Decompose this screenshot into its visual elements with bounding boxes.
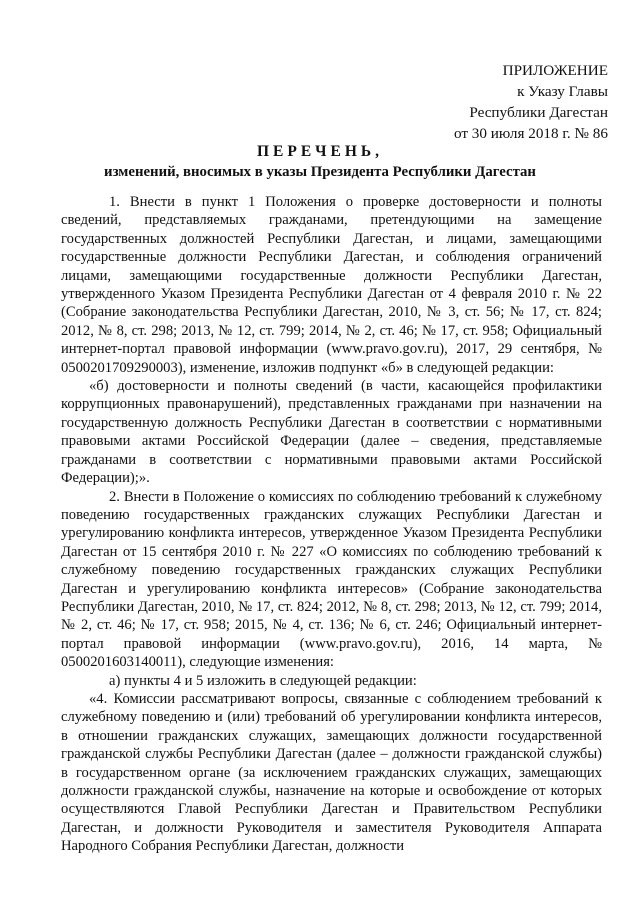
- document-title: ПЕРЕЧЕНЬ,: [256, 143, 384, 160]
- appendix-label: ПРИЛОЖЕНИЕ: [502, 62, 608, 79]
- appendix-decree-ref: к Указу Главы: [517, 83, 608, 100]
- paragraph-point-4: «4. Комиссии рассматривают вопросы, связанные с соблюдением требований к служебному поведению и (или) требований об урегулировании конфликта интересов, в отношении гражданских служащих, замещающих должности государственной гражданской службы Республики Дагестан (далее – должности гражданской службы) в государственном органе (за исключением гражданских служащих, замещающих должности гражданской службы, назначение на которые и освобождение от которых осуществляются Главой Республики Дагестан и Правительством Республики Дагестан, и должности Руководителя и заместителя Руководителя Аппарата Народного Собрания Республики Дагестан, должности: [61, 690, 602, 855]
- paragraph-subitem-a: а) пункты 4 и 5 изложить в следующей редакции:: [109, 672, 417, 689]
- paragraph-item-1: 1. Внести в пункт 1 Положения о проверке достоверности и полноты сведений, представляемых гражданами, претендующими на замещение государственных должностей Республики Дагестан, и лицами, замещающими государственные должности Республики Дагестан, и соблюдения ограничений лицами, замещающими государственные должности Республики Дагестан, утвержденного Указом Президента Республики Дагестан от 4 февраля 2010 г. № 22 (Собрание законодательства Республики Дагестан, 2010, № 3, ст. 56; № 17, ст. 824; 2012, № 8, ст. 298; 2013, № 12, ст. 799; 2014, № 2, ст. 46; № 17, ст. 958; Официальный интернет-портал правовой информации (www.pravo.gov.ru), 2017, 29 сентября, № 0500201709290003), изменение, изложив подпункт «б» в следующей редакции:: [61, 194, 602, 376]
- appendix-block: [454, 60, 608, 144]
- appendix-date-number: от 30 июля 2018 г. № 86: [453, 125, 608, 142]
- appendix-republic: Республики Дагестан: [469, 104, 608, 121]
- paragraph-subitem-b: «б) достоверности и полноты сведений (в части, касающейся профилактики коррупционных правонарушений), представленных гражданами при назначении на государственную должность Республики Дагестан в соответствии с нормативными правовыми актами Российской Федерации (далее – сведения, представляемые гражданами в соответствии с нормативными правовыми актами Российской Федерации);».: [61, 378, 602, 487]
- document-subtitle: изменений, вносимых в указы Президента Республики Дагестан: [104, 164, 536, 180]
- document-body: [61, 193, 602, 856]
- paragraph-item-2: 2. Внести в Положение о комиссиях по соблюдению требований к служебному поведению государственных гражданских служащих Республики Дагестан и урегулированию конфликта интересов, утвержденное Указом Президента Республики Дагестан от 15 сентября 2010 г. № 227 «О комиссиях по соблюдению требований к служебному поведению государственных гражданских служащих Республики Дагестан и урегулированию конфликта интересов» (Собрание законодательства Республики Дагестан, 2010, № 17, ст. 824; 2012, № 8, ст. 298; 2013, № 12, ст. 799; 2014, № 2, ст. 46; № 17, ст. 958; 2015, № 4, ст. 136; № 6, ст. 246; Официальный интернет-портал правовой информации (www.pravo.gov.ru), 2016, 14 марта, № 0500201603140011), следующие изменения:: [61, 488, 602, 671]
